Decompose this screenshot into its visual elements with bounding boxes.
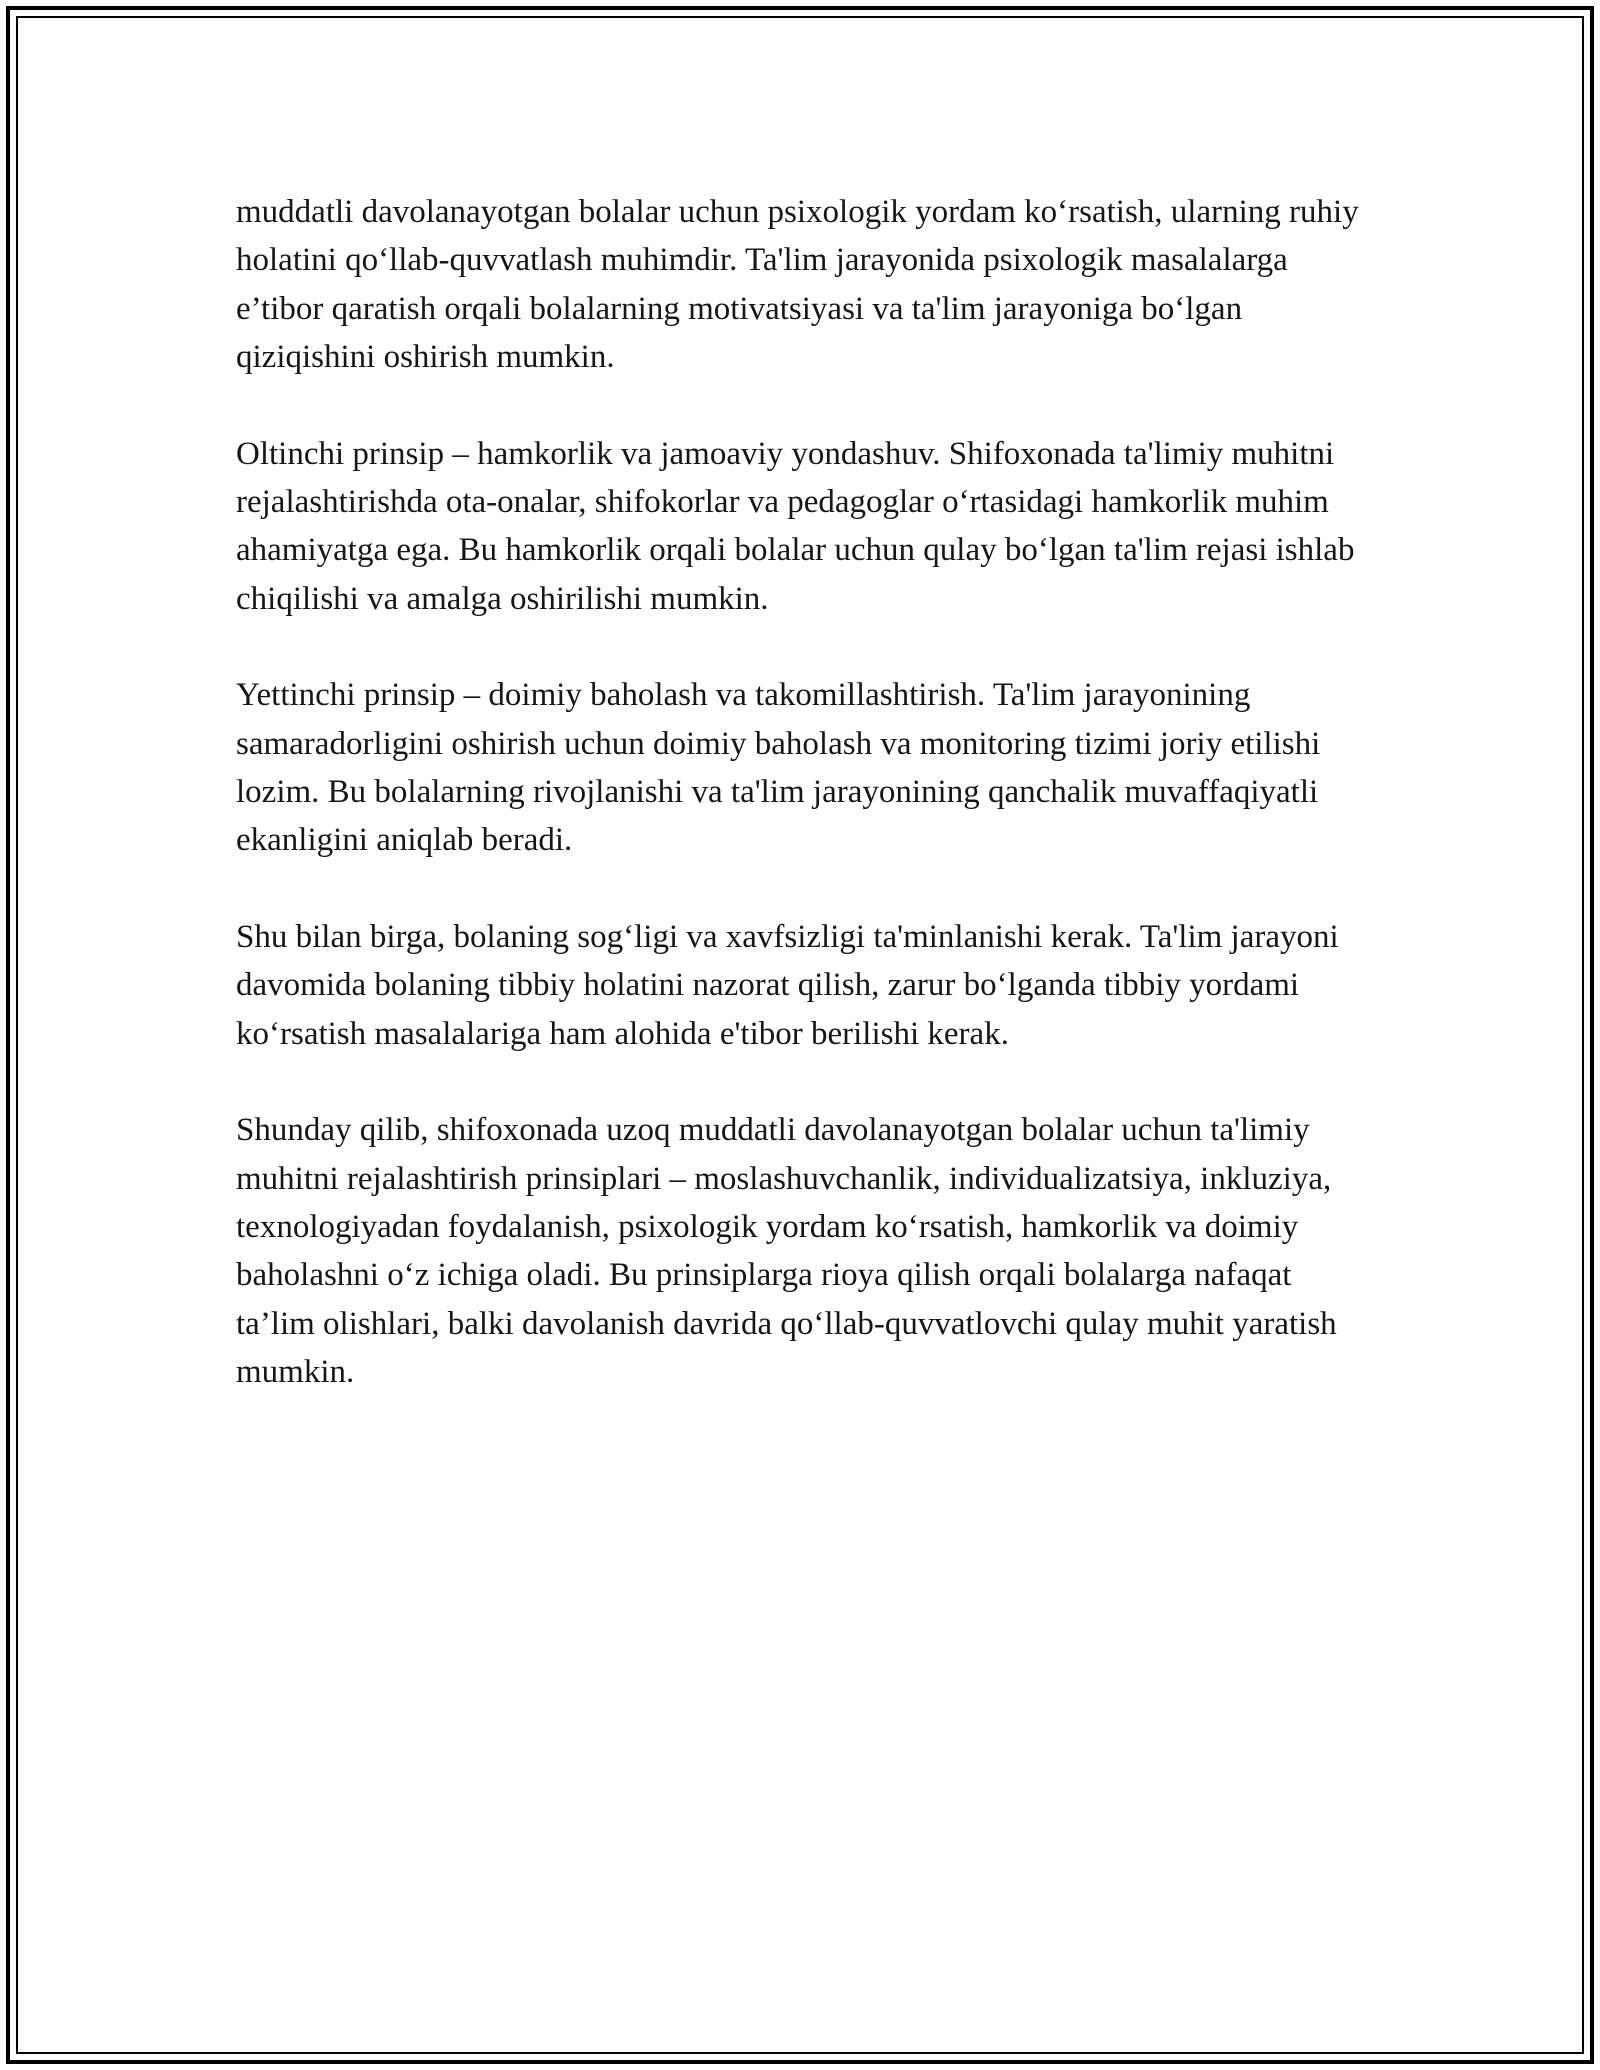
paragraph-seventh-principle: Yettinchi prinsip – doimiy baholash va takomillashtirish. Ta'lim jarayonining samaradorligini oshirish uchun doimiy baholash va monitoring tizimi joriy etilishi lozim. Bu bolalarning rivojlanishi va ta'lim jarayonining qanchalik muvaffaqiyatli ekanligini aniqlab beradi. (236, 677, 1321, 859)
paragraph-sixth-principle: Oltinchi prinsip – hamkorlik va jamoaviy yondashuv. Shifoxonada ta'limiy muhitni rejalashtirishda ota-onalar, shifokorlar va pedagoglar o‘rtasidagi hamkorlik muhim ahamiyatga ega. Bu hamkorlik orqali bolalar uchun qulay bo‘lgan ta'lim rejasi ishlab chiqilishi va amalga oshirilishi mumkin. (236, 435, 1355, 617)
paragraph-psychological-support: muddatli davolanayotgan bolalar uchun psixologik yordam ko‘rsatish, ularning ruhiy holatini qo‘llab-quvvatlash muhimdir. Ta'lim jarayonida psixologik masalalarga e’tibor qaratish orqali bolalarning motivatsiyasi va ta'lim jarayoniga bo‘lgan qiziqishini oshirish mumkin. (236, 194, 1359, 376)
paragraph-conclusion: Shunday qilib, shifoxonada uzoq muddatli davolanayotgan bolalar uchun ta'limiy muhitni rejalashtirish prinsiplari – moslashuvchanlik, individualizatsiya, inkluziya, texnologiyadan foydalanish, psixologik yordam ko‘rsatish, hamkorlik va doimiy baholashni o‘z ichiga oladi. Bu prinsiplarga rioya qilish orqali bolalarga nafaqat ta’lim olishlari, balki davolanish davrida qo‘llab-quvvatlovchi qulay muhit yaratish mumkin. (236, 1112, 1337, 1391)
paragraph-health-safety: Shu bilan birga, bolaning sog‘ligi va xavfsizligi ta'minlanishi kerak. Ta'lim jarayoni davomida bolaning tibbiy holatini nazorat qilish, zarur bo‘lganda tibbiy yordami ko‘rsatish masalalariga ham alohida e'tibor berilishi kerak. (236, 918, 1339, 1052)
document-body (236, 188, 1364, 1397)
